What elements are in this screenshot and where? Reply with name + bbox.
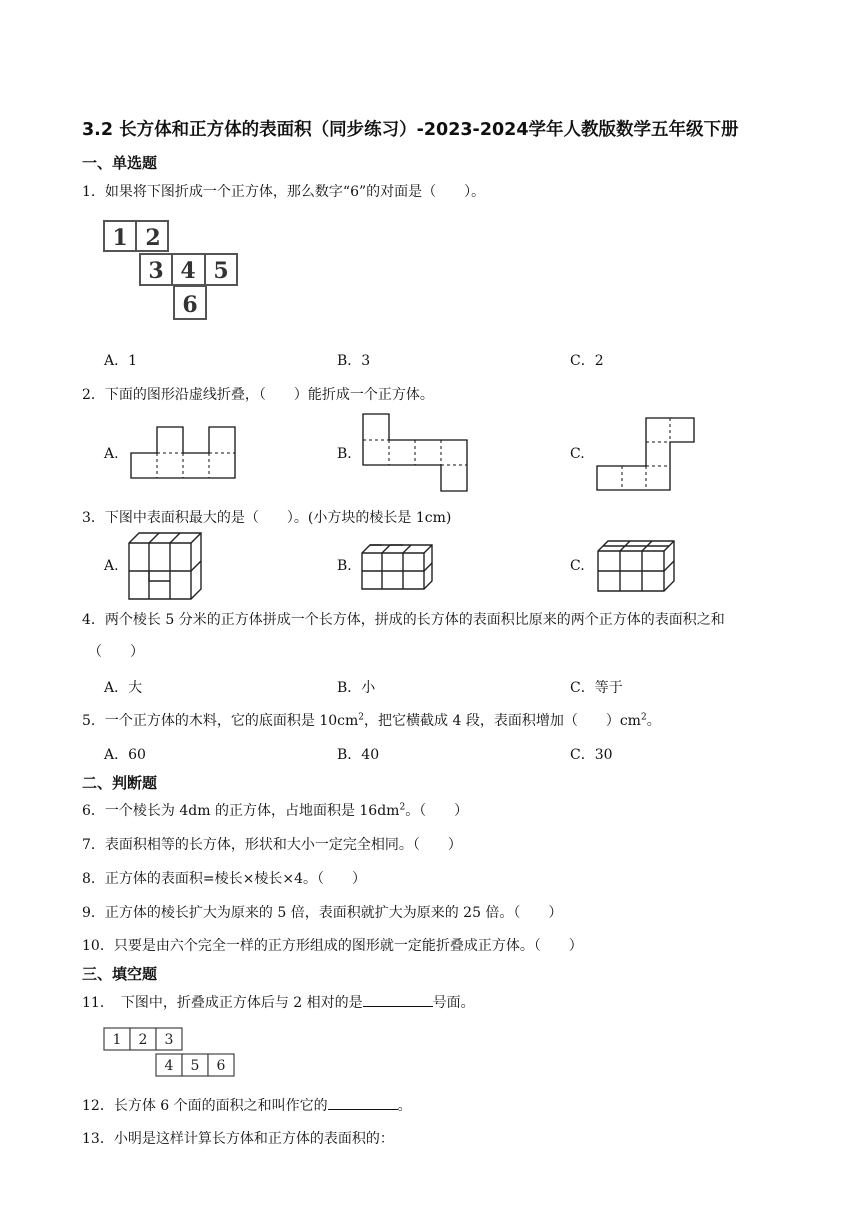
option-a: A．60 <box>104 747 146 763</box>
option-b: B. <box>337 446 352 462</box>
superscript: 2 <box>358 712 365 723</box>
question-11-part: 号面。 <box>432 995 475 1011</box>
cube-stack-figure-c <box>596 537 678 595</box>
net-number: 2 <box>138 1032 148 1048</box>
superscript: 2 <box>399 802 406 813</box>
net-figure-option-a <box>130 425 240 483</box>
option-c: C. <box>570 558 585 574</box>
cube-net-figure-q1 <box>102 218 242 324</box>
question-6-part: 6．一个棱长为 4dm 的正方体，占地面积是 16dm <box>82 803 400 819</box>
option-b: B．3 <box>337 353 371 369</box>
net-figure-option-b <box>362 413 472 493</box>
question-5-part: 。 <box>646 713 661 729</box>
option-a: A. <box>104 558 119 574</box>
question-7: 7．表面积相等的长方体，形状和大小一定完全相同。（ ） <box>82 837 462 853</box>
net-number: 3 <box>148 258 164 284</box>
answer-blank[interactable] <box>363 992 433 1007</box>
question-2: 2．下面的图形沿虚线折叠，（ ）能折成一个正方体。 <box>82 387 434 403</box>
option-c: C. <box>570 446 585 462</box>
question-8: 8．正方体的表面积=棱长×棱长×4。（ ） <box>82 871 367 887</box>
question-12 <box>82 1095 412 1115</box>
page-title: 3.2 长方体和正方体的表面积（同步练习）-2023-2024学年人教版数学五年级下册 <box>82 120 739 140</box>
net-number: 6 <box>216 1058 226 1074</box>
question-11 <box>82 992 475 1012</box>
question-10: 10．只要是由六个完全一样的正方形组成的图形就一定能折叠成正方体。（ ） <box>82 938 583 954</box>
net-number: 5 <box>190 1058 200 1074</box>
section-heading-true-false: 二、判断题 <box>82 774 158 792</box>
option-b: B．小 <box>337 680 376 696</box>
option-c: C．等于 <box>570 680 623 696</box>
question-6-part: 。（ ） <box>405 803 469 819</box>
question-4-bracket: （ ） <box>88 644 144 660</box>
question-5-part: 5．一个正方体的木料，它的底面积是 10cm <box>82 713 359 729</box>
net-number: 4 <box>164 1058 174 1074</box>
net-number: 3 <box>164 1032 174 1048</box>
question-3: 3．下图中表面积最大的是（ ）。(小方块的棱长是 1cm) <box>82 510 452 526</box>
answer-blank[interactable] <box>328 1095 398 1110</box>
option-a: A. <box>104 446 119 462</box>
question-6 <box>82 800 468 820</box>
section-heading-single-choice: 一、单选题 <box>82 154 158 172</box>
option-b: B. <box>337 558 352 574</box>
question-11-part: 11． 下图中，折叠成正方体后与 2 相对的是 <box>82 995 363 1011</box>
question-13: 13．小明是这样计算长方体和正方体的表面积的： <box>82 1131 394 1147</box>
question-5 <box>82 710 661 730</box>
question-12-part: 。 <box>397 1098 412 1114</box>
cube-net-figure-q11 <box>103 1027 237 1079</box>
question-1: 1．如果将下图折成一个正方体，那么数字“6”的对面是（ ）。 <box>82 184 486 200</box>
cube-stack-figure-b <box>360 541 436 593</box>
net-number: 5 <box>213 258 229 284</box>
option-a: A．大 <box>104 680 143 696</box>
option-a: A．1 <box>104 353 138 369</box>
net-number: 1 <box>112 1032 122 1048</box>
option-c: C．30 <box>570 747 613 763</box>
net-number: 1 <box>112 225 128 251</box>
question-5-part: ，把它横截成 4 段，表面积增加（ ）cm <box>364 713 641 729</box>
superscript: 2 <box>640 712 647 723</box>
option-b: B．40 <box>337 747 380 763</box>
question-9: 9．正方体的棱长扩大为原来的 5 倍，表面积就扩大为原来的 25 倍。（ ） <box>82 905 563 921</box>
option-c: C．2 <box>570 353 604 369</box>
cube-stack-figure-a <box>127 531 207 603</box>
net-number: 6 <box>182 292 198 318</box>
section-heading-fill-blank: 三、填空题 <box>82 965 158 983</box>
net-figure-option-c <box>596 417 696 493</box>
question-4: 4．两个棱长 5 分米的正方体拼成一个长方体，拼成的长方体的表面积比原来的两个正方体的表面积之和 <box>82 612 725 628</box>
net-number: 2 <box>145 225 161 251</box>
net-number: 4 <box>180 258 196 284</box>
question-12-part: 12．长方体 6 个面的面积之和叫作它的 <box>82 1098 328 1114</box>
